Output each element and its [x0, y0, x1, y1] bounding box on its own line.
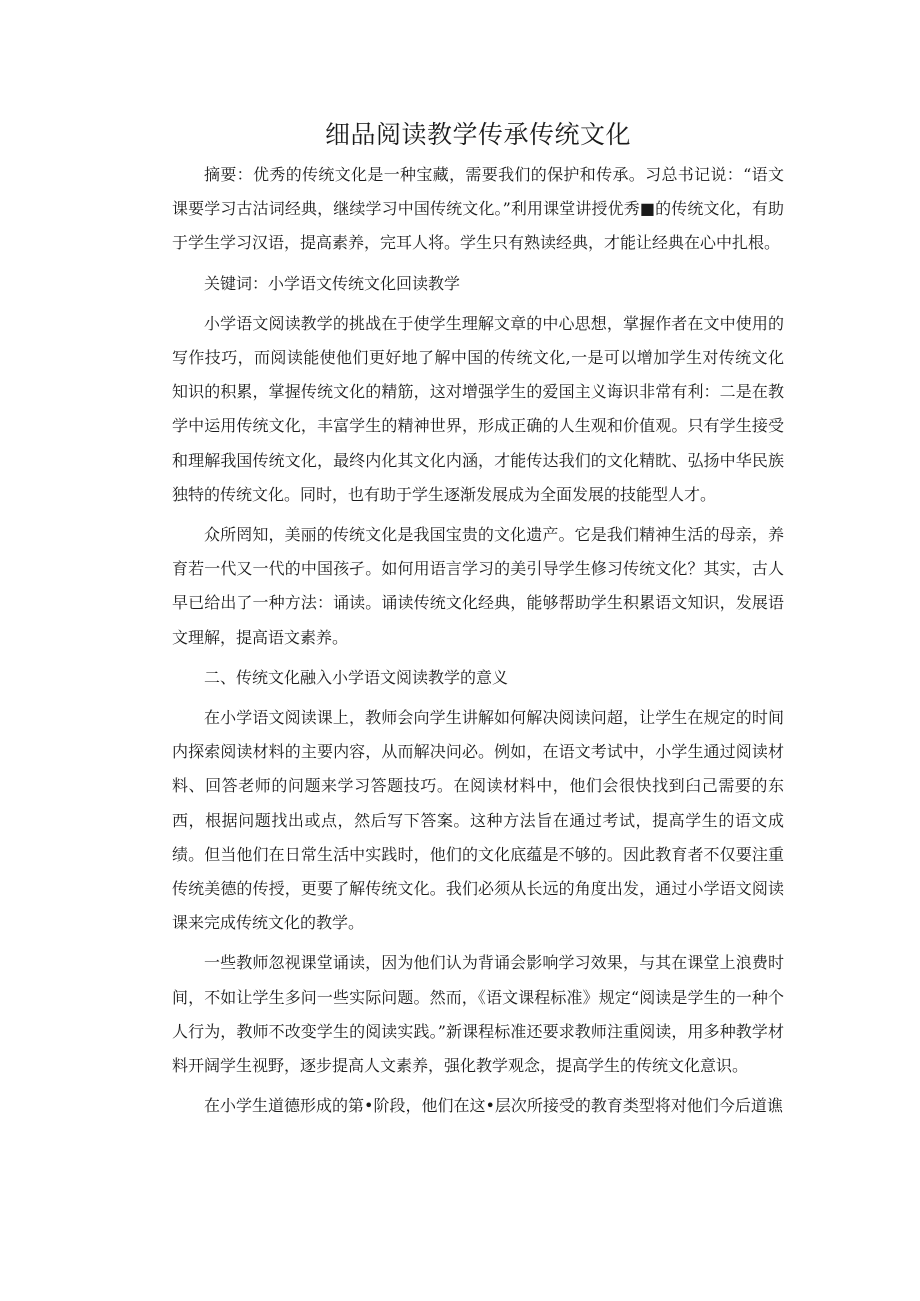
document-body [172, 118, 784, 1129]
body-paragraph: 众所罔知，美丽的传统文化是我国宝贵的文化遗产。它是我们精神生活的母亲，养育若一代又一代的中国孩孑。如何用语言学习的美引导学生修习传统文化？其实，古人早已给出了一种方法：诵读。诵读传统文化经典，能够帮助学生积累语文知识，发展语文理解，提高语文素养。 [172, 525, 784, 647]
body-paragraph: 在小学生道德形成的第•阶段，他们在这•层次所接受的教育类型将对他们今后道谯 [204, 1096, 783, 1116]
body-paragraph: 一些教师忽视课堂诵读，因为他们认为背诵会影响学习效果，与其在课堂上浪费时间，不如让学生多问一些实际问题。然而，《语文课程标准》规定“阅读是学生的一种个人行为，教师不改变学生的阅读实践。”新课程标准还要求教师注重阅读，用多种教学材料开阔学生视野，逐步提高人文素养，强化教学观念，提高学生的传统文化意识。 [172, 953, 784, 1076]
section-heading: 二、传统文化融入小学语文阅读教学的意义 [204, 667, 509, 687]
body-paragraph: 在小学语文阅读课上，教师会向学生讲解如何解决阅读问超，让学生在规定的时间内探索阅读材料的主要内容，从而解决问必。例如，在语文考试中，小学生通过阅读材料、回答老师的问题来学习答题技巧。在阅读材料中，他们会很快找到臼己需要的东西，根据问题找出或点，然后写下答案。这种方法旨在通过考试，提高学生的语文成绩。但当他们在日常生活中实践时，他们的文化底蕴是不够的。因此教育者不仅要注重传统美德的传授，更要了解传统文化。我们必须从长远的角度出发，通过小学语文阅读课来完成传统文化的教学。 [172, 708, 784, 933]
document-title: 细品阅读教学传承传统文化 [324, 120, 631, 149]
abstract-paragraph: 摘要：优秀的传统文化是一种宝藏，需要我们的保护和传承。习总书记说：“语文课要学习古沽词经典，继续学习中国传统文化。”利用课堂讲授优秀■的传统文化，有助于学生学习汉语，提高素养，完耳人将。学生只有熟读经典，才能让经典在心中扎根。 [172, 165, 784, 253]
keywords-paragraph: 关键词：小学语文传统文化回读教学 [204, 273, 461, 293]
body-paragraph: 小学语文阅读教学的挑战在于使学生理解文章的中心思想，掌握作者在文中使用的写作技巧，而阅读能使他们更好地了解中国的传统文化,一是可以增加学生对传统文化知识的积累，掌握传统文化的精筋，这对增强学生的爱国主义诲识非常有利：二是在教学中运用传统文化，丰富学生的精神世界，形成正确的人生观和价值观。只有学生接受和理解我国传统文化，最终内化其文化内涵，才能传达我们的文化精眈、弘扬中华民族独特的传统文化。同时，也有助于学生逐渐发展成为全面发展的技能型人才。 [172, 313, 784, 504]
